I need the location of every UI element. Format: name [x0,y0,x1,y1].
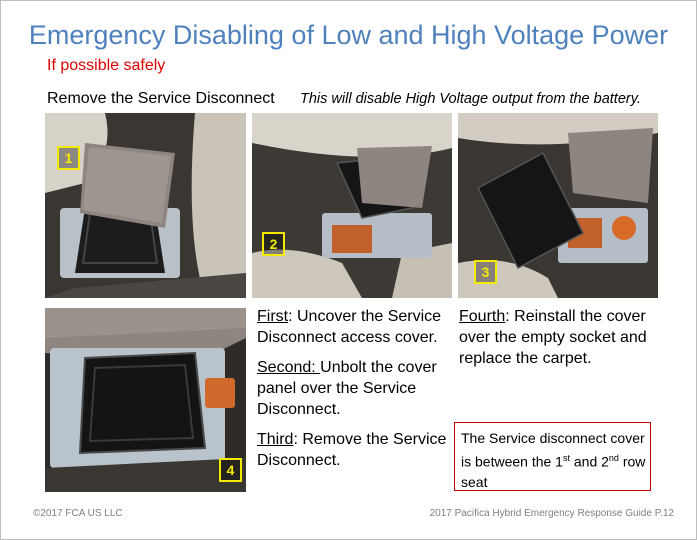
photo-step-4 [45,308,246,492]
photo-step-1-illustration [45,113,246,298]
photo-step-2-illustration [252,113,452,298]
page-title: Emergency Disabling of Low and High Voltage Power [28,20,669,50]
step-first-text: : Uncover the Service Disconnect access cover. [257,308,442,346]
callout-text-3: row seat [461,453,646,490]
callout-sup-1: st [562,453,570,463]
warning-text: If possible safely [47,57,166,74]
step-first-label: First [257,308,289,325]
step-fourth-text: : Reinstall the cover over the empty socket and replace the carpet. [459,308,647,367]
location-callout [454,422,651,491]
step-third-label: Third [257,431,294,448]
step-fourth-label: Fourth [459,308,506,325]
callout-text-2: and 2 [569,453,609,470]
photo-step-3 [458,113,658,298]
step-third-text: : Remove the Service Disconnect. [257,431,447,469]
callout-text-1: The Service disconnect cover is between the 1 [461,430,645,470]
photo-step-1 [45,113,246,298]
photo-step-2 [252,113,452,298]
photo-badge-2: 2 [262,232,285,256]
callout-sup-2: nd [608,453,619,463]
step-second-text: Unbolt the cover panel over the Service Disconnect. [257,359,437,418]
steps-column-1 [257,306,447,480]
step-second-label: Second: [257,359,321,376]
step-second [257,357,447,420]
footer-copyright: ©2017 FCA US LLC [33,508,123,519]
step-fourth [459,306,654,369]
footer-guide-page: 2017 Pacifica Hybrid Emergency Response Guide P.12 [429,508,674,519]
instruction-text: Remove the Service Disconnect [47,90,275,107]
step-first [257,306,447,348]
instruction-note: This will disable High Voltage output from the battery. [300,91,641,107]
photo-badge-1: 1 [57,146,80,170]
photo-badge-4: 4 [219,458,242,482]
photo-step-4-illustration [45,308,246,492]
photo-badge-3: 3 [474,260,497,284]
steps-column-2 [459,306,654,378]
step-third [257,429,447,471]
